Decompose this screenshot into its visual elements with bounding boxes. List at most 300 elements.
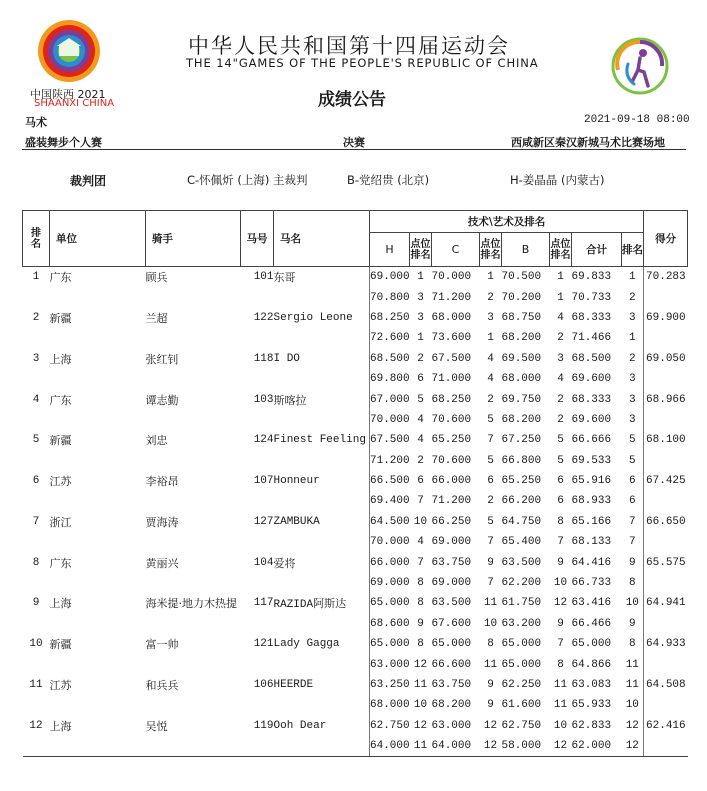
b-score-cell: 65.000 xyxy=(501,658,542,671)
total-rank-cell: 9 xyxy=(628,617,636,630)
total-score-cell: 66.733 xyxy=(571,577,612,590)
b-score-cell: 69.750 xyxy=(501,393,542,406)
b-score-cell: 65.250 xyxy=(501,475,542,488)
horse-number-cell: 127 xyxy=(253,515,274,528)
rank-cell xyxy=(23,451,50,471)
horse-name-cell xyxy=(274,451,370,471)
results-table xyxy=(22,210,688,757)
table-row xyxy=(23,410,688,430)
header-judge-h: H xyxy=(370,233,410,267)
rider-cell xyxy=(146,328,241,348)
c-score-cell: 71.000 xyxy=(431,373,472,386)
unit-cell xyxy=(50,736,146,757)
c-score-cell: 66.600 xyxy=(431,658,472,671)
horse-number-cell xyxy=(241,532,274,552)
horse-name-cell xyxy=(274,736,370,757)
horse-number-cell: 103 xyxy=(253,393,274,406)
horse-number-cell xyxy=(241,614,274,634)
b-score-cell: 63.500 xyxy=(501,556,542,569)
b-score-cell: 63.200 xyxy=(501,617,542,630)
unit-cell xyxy=(50,451,146,471)
unit-cell: 上海 xyxy=(49,352,72,366)
total-rank-cell: 12 xyxy=(625,719,639,732)
horse-number-cell: 106 xyxy=(253,679,274,691)
rider-cell: 黄丽兴 xyxy=(145,556,179,570)
table-row xyxy=(23,430,688,450)
table-row xyxy=(23,491,688,511)
total-rank-cell: 2 xyxy=(628,291,636,304)
h-score-cell: 66.000 xyxy=(370,552,410,572)
unit-cell: 新疆 xyxy=(49,434,72,448)
total-score-cell: 66.666 xyxy=(571,434,612,447)
h-score-cell: 69.000 xyxy=(370,267,410,288)
h-rank-cell: 4 xyxy=(417,536,424,549)
horse-name-cell: 斯喀拉 xyxy=(273,395,307,408)
equestrian-pictogram-icon xyxy=(610,36,670,96)
horse-number-cell xyxy=(241,410,274,430)
total-score-cell: 63.416 xyxy=(571,597,612,610)
header-horse-number: 马号 xyxy=(241,211,274,267)
horse-name-cell: Ooh Dear xyxy=(273,719,327,732)
c-rank-cell: 5 xyxy=(487,413,494,426)
date-time: 2021-09-18 08:00 xyxy=(584,114,690,126)
unit-cell: 浙江 xyxy=(49,515,72,529)
horse-number-cell xyxy=(241,654,274,674)
unit-cell: 新疆 xyxy=(49,311,72,325)
unit-cell: 江苏 xyxy=(49,679,72,692)
table-row xyxy=(23,369,688,389)
horse-name-cell xyxy=(274,573,370,593)
b-rank-cell: 12 xyxy=(550,736,572,757)
c-rank-cell: 5 xyxy=(487,515,494,528)
total-rank-cell: 1 xyxy=(628,271,636,284)
b-score-cell: 70.200 xyxy=(501,291,542,304)
total-rank-cell: 6 xyxy=(628,495,636,508)
rider-cell: 张红钊 xyxy=(145,352,179,366)
table-row xyxy=(23,614,688,634)
table-row xyxy=(23,716,688,736)
h-rank-cell: 3 xyxy=(417,311,424,324)
h-score-cell: 65.000 xyxy=(370,634,410,654)
venue-name: 西咸新区秦汉新城马术比赛场地 xyxy=(511,136,665,149)
total-score-cell: 68.333 xyxy=(571,393,612,406)
rank-cell xyxy=(23,573,50,593)
total-score-cell: 71.466 xyxy=(571,332,612,345)
h-rank-cell: 4 xyxy=(417,413,424,426)
h-score-cell: 68.000 xyxy=(370,695,410,715)
rank-cell xyxy=(23,328,50,348)
rider-cell xyxy=(146,532,241,552)
total-score-cell: 65.000 xyxy=(571,638,612,651)
b-rank-cell: 2 xyxy=(557,413,564,426)
h-rank-cell: 2 xyxy=(417,352,424,365)
horse-number-cell: 117 xyxy=(253,597,274,610)
final-score-cell xyxy=(644,736,688,757)
header-total-rank: 排名 xyxy=(622,233,644,267)
table-row xyxy=(23,267,688,288)
h-score-cell: 72.600 xyxy=(370,328,410,348)
h-rank-cell: 5 xyxy=(417,393,424,406)
header-score-group: 技术\艺术及排名 xyxy=(370,211,644,233)
header-divider xyxy=(22,149,686,150)
header-judge-b: B xyxy=(502,233,550,267)
final-score-cell: 64.941 xyxy=(644,593,688,613)
horse-name-cell xyxy=(274,410,370,430)
total-score-cell: 64.866 xyxy=(571,658,612,671)
c-score-cell: 70.600 xyxy=(431,454,472,467)
rider-cell: 海米提·地力木热提 xyxy=(145,597,237,611)
final-score-cell xyxy=(644,573,688,593)
rank-cell: 3 xyxy=(32,352,40,365)
rider-cell xyxy=(146,287,241,307)
rank-cell xyxy=(23,736,50,757)
total-score-cell: 68.500 xyxy=(571,352,612,365)
total-rank-cell: 11 xyxy=(625,658,639,671)
c-rank-cell: 11 xyxy=(483,597,498,610)
total-rank-cell: 3 xyxy=(628,311,636,324)
final-score-cell xyxy=(644,491,688,511)
b-rank-cell: 11 xyxy=(553,679,568,691)
c-score-cell: 63.750 xyxy=(431,679,472,691)
final-score-cell xyxy=(644,451,688,471)
b-rank-cell: 11 xyxy=(553,699,568,712)
h-rank-cell: 10 xyxy=(413,699,428,712)
b-rank-cell: 2 xyxy=(557,332,564,345)
horse-name-cell: RAZIDA阿斯达 xyxy=(273,599,347,612)
total-rank-cell: 11 xyxy=(625,679,639,691)
h-rank-cell: 7 xyxy=(417,556,424,569)
total-score-cell: 65.933 xyxy=(571,699,612,712)
b-rank-cell: 1 xyxy=(557,271,564,284)
rider-cell xyxy=(146,410,241,430)
h-rank-cell: 12 xyxy=(413,658,428,671)
rank-cell: 2 xyxy=(32,311,40,324)
rank-cell xyxy=(23,287,50,307)
c-rank-cell: 1 xyxy=(487,271,494,284)
c-rank-cell: 5 xyxy=(487,454,494,467)
table-row xyxy=(23,573,688,593)
h-rank-cell: 9 xyxy=(417,617,424,630)
b-rank-cell: 6 xyxy=(557,475,564,488)
table-row xyxy=(23,552,688,572)
total-rank-cell: 2 xyxy=(628,352,636,365)
b-score-cell: 70.500 xyxy=(501,271,542,284)
h-rank-cell: 8 xyxy=(417,638,424,651)
table-row xyxy=(23,451,688,471)
horse-name-cell xyxy=(274,287,370,307)
rider-cell xyxy=(146,695,241,715)
c-rank-cell: 9 xyxy=(487,679,494,691)
h-score-cell: 65.000 xyxy=(370,593,410,613)
b-rank-cell: 3 xyxy=(557,352,564,365)
header-rider: 骑手 xyxy=(146,211,241,267)
b-score-cell: 66.800 xyxy=(501,454,542,467)
b-score-cell: 66.200 xyxy=(501,495,542,508)
c-rank-cell: 3 xyxy=(487,311,494,324)
games-title-english: THE 14"GAMES OF THE PEOPLE'S REPUBLIC OF CHINA xyxy=(186,56,539,70)
c-score-cell: 63.500 xyxy=(431,597,472,610)
horse-name-cell: Honneur xyxy=(273,475,320,488)
h-score-cell: 70.000 xyxy=(370,410,410,430)
total-score-cell: 68.933 xyxy=(571,495,612,508)
b-rank-cell: 10 xyxy=(553,577,568,590)
total-rank-cell: 5 xyxy=(628,454,636,467)
h-rank-cell: 8 xyxy=(417,577,424,590)
unit-cell xyxy=(50,410,146,430)
b-score-cell: 67.250 xyxy=(501,434,542,447)
header-horse-name: 马名 xyxy=(274,211,370,267)
total-score-cell: 69.600 xyxy=(571,373,612,386)
c-rank-cell: 8 xyxy=(487,638,494,651)
c-rank-cell: 10 xyxy=(483,617,498,630)
unit-cell xyxy=(50,614,146,634)
final-score-cell xyxy=(644,654,688,674)
total-rank-cell: 7 xyxy=(628,536,636,549)
b-score-cell: 68.200 xyxy=(501,332,542,345)
total-rank-cell: 6 xyxy=(628,475,636,488)
h-score-cell: 64.000 xyxy=(370,736,410,757)
rider-cell xyxy=(146,736,241,757)
total-score-cell: 63.083 xyxy=(571,679,612,691)
total-rank-cell: 12 xyxy=(622,736,644,757)
rank-cell: 5 xyxy=(32,434,40,447)
horse-name-cell xyxy=(274,695,370,715)
b-score-cell: 58.000 xyxy=(502,736,550,757)
b-score-cell: 69.500 xyxy=(501,352,542,365)
table-row xyxy=(23,593,688,613)
c-rank-cell: 2 xyxy=(487,291,494,304)
horse-number-cell: 107 xyxy=(253,475,274,488)
unit-cell: 广东 xyxy=(49,271,72,285)
c-rank-cell: 6 xyxy=(487,475,494,488)
b-score-cell: 62.200 xyxy=(501,577,542,590)
h-score-cell: 66.500 xyxy=(370,471,410,491)
c-score-cell: 67.500 xyxy=(431,352,472,365)
total-score-cell: 68.133 xyxy=(571,536,612,549)
rank-cell xyxy=(23,695,50,715)
total-rank-cell: 9 xyxy=(628,556,636,569)
c-rank-cell: 2 xyxy=(487,495,494,508)
jury-label: 裁判团 xyxy=(70,174,107,188)
unit-cell: 上海 xyxy=(49,597,72,611)
h-rank-cell: 2 xyxy=(417,454,424,467)
header-b-rank: 点位 排名 xyxy=(550,233,572,267)
horse-number-cell xyxy=(241,491,274,511)
h-rank-cell: 11 xyxy=(410,736,432,757)
c-rank-cell: 4 xyxy=(487,373,494,386)
horse-name-cell xyxy=(274,369,370,389)
horse-name-cell: 东哥 xyxy=(273,273,296,286)
table-row xyxy=(23,328,688,348)
h-score-cell: 70.800 xyxy=(370,287,410,307)
h-score-cell: 71.200 xyxy=(370,451,410,471)
final-score-cell xyxy=(644,287,688,307)
final-score-cell xyxy=(644,410,688,430)
header-unit: 单位 xyxy=(50,211,146,267)
total-score-cell: 65.916 xyxy=(571,475,612,488)
b-rank-cell: 7 xyxy=(557,536,564,549)
rank-cell: 6 xyxy=(32,475,40,488)
c-score-cell: 67.600 xyxy=(431,617,472,630)
horse-number-cell: 104 xyxy=(253,556,274,569)
table-row xyxy=(23,389,688,409)
horse-name-cell: Lady Gagga xyxy=(273,638,340,651)
c-rank-cell: 9 xyxy=(487,699,494,712)
phase-name: 决赛 xyxy=(343,136,365,149)
h-rank-cell: 8 xyxy=(417,597,424,610)
final-score-cell xyxy=(644,532,688,552)
unit-cell xyxy=(50,328,146,348)
rider-cell: 贾海涛 xyxy=(145,515,179,529)
c-score-cell: 71.200 xyxy=(431,291,472,304)
final-score-cell xyxy=(644,369,688,389)
horse-number-cell: 118 xyxy=(253,352,274,365)
rank-cell: 12 xyxy=(29,719,43,732)
b-rank-cell: 5 xyxy=(557,434,564,447)
c-rank-cell: 7 xyxy=(487,434,494,447)
c-rank-cell: 2 xyxy=(487,393,494,406)
unit-cell: 江苏 xyxy=(49,475,72,489)
unit-cell: 广东 xyxy=(49,556,72,570)
final-score-cell: 70.283 xyxy=(644,267,688,288)
h-score-cell: 62.750 xyxy=(370,716,410,736)
rank-cell xyxy=(23,654,50,674)
horse-name-cell: I DO xyxy=(273,352,300,365)
c-score-cell: 65.000 xyxy=(431,638,472,651)
games-title-chinese: 中华人民共和国第十四届运动会 xyxy=(188,34,510,58)
h-rank-cell: 6 xyxy=(417,475,424,488)
b-rank-cell: 4 xyxy=(557,311,564,324)
unit-cell xyxy=(50,573,146,593)
rank-cell: 9 xyxy=(32,597,40,610)
total-rank-cell: 3 xyxy=(628,373,636,386)
rank-cell: 4 xyxy=(32,393,40,406)
final-score-cell: 69.900 xyxy=(644,308,688,328)
rider-cell xyxy=(146,491,241,511)
final-score-cell xyxy=(644,695,688,715)
h-rank-cell: 11 xyxy=(413,679,428,691)
c-score-cell: 63.750 xyxy=(431,556,472,569)
horse-name-cell xyxy=(274,328,370,348)
c-score-cell: 68.200 xyxy=(431,699,472,712)
final-score-cell: 62.416 xyxy=(644,716,688,736)
c-rank-cell: 7 xyxy=(487,536,494,549)
table-row xyxy=(23,349,688,369)
unit-cell xyxy=(50,369,146,389)
horse-number-cell: 124 xyxy=(253,434,274,447)
total-score-cell: 69.533 xyxy=(571,454,612,467)
c-rank-cell: 9 xyxy=(487,556,494,569)
total-rank-cell: 8 xyxy=(628,577,636,590)
header-total: 合计 xyxy=(572,233,622,267)
horse-number-cell: 101 xyxy=(253,271,274,284)
h-rank-cell: 1 xyxy=(417,271,424,284)
h-score-cell: 63.000 xyxy=(370,654,410,674)
table-row xyxy=(23,695,688,715)
c-score-cell: 70.600 xyxy=(431,413,472,426)
b-rank-cell: 9 xyxy=(557,556,564,569)
c-rank-cell: 4 xyxy=(487,352,494,365)
rider-cell xyxy=(146,451,241,471)
b-rank-cell: 10 xyxy=(553,719,568,732)
rider-cell xyxy=(146,573,241,593)
b-score-cell: 65.000 xyxy=(501,638,542,651)
rider-cell: 刘忠 xyxy=(145,434,168,448)
h-score-cell: 63.250 xyxy=(370,675,410,695)
unit-cell xyxy=(50,654,146,674)
rank-cell: 11 xyxy=(29,679,43,691)
rider-cell: 兰超 xyxy=(145,311,168,325)
unit-cell: 广东 xyxy=(49,393,72,407)
b-score-cell: 68.200 xyxy=(501,413,542,426)
b-score-cell: 68.750 xyxy=(501,311,542,324)
horse-number-cell xyxy=(241,328,274,348)
event-name: 盛装舞步个人赛 xyxy=(25,136,102,149)
horse-name-cell xyxy=(274,654,370,674)
b-rank-cell: 1 xyxy=(557,291,564,304)
table-row xyxy=(23,654,688,674)
horse-name-cell: 爱将 xyxy=(273,558,296,571)
b-rank-cell: 5 xyxy=(557,454,564,467)
horse-name-cell xyxy=(274,532,370,552)
b-score-cell: 68.000 xyxy=(501,373,542,386)
judge-h: H-姜晶晶 (内蒙古) xyxy=(510,173,605,187)
logo-caption-line2: SHAANXI CHINA xyxy=(34,98,115,109)
final-score-cell: 68.100 xyxy=(644,430,688,450)
rider-cell: 和兵兵 xyxy=(145,679,179,692)
b-rank-cell: 4 xyxy=(557,373,564,386)
unit-cell xyxy=(50,695,146,715)
c-score-cell: 71.200 xyxy=(431,495,472,508)
header-h-rank: 点位 排名 xyxy=(410,233,432,267)
unit-cell xyxy=(50,491,146,511)
c-score-cell: 69.000 xyxy=(431,536,472,549)
judge-c: C-怀佩炘 (上海) 主裁判 xyxy=(187,173,308,187)
table-row xyxy=(23,512,688,532)
total-score-cell: 65.166 xyxy=(571,515,612,528)
rider-cell xyxy=(146,654,241,674)
unit-cell: 上海 xyxy=(49,719,72,733)
horse-name-cell xyxy=(274,491,370,511)
total-rank-cell: 8 xyxy=(628,638,636,651)
header-judge-c: C xyxy=(432,233,480,267)
h-score-cell: 69.400 xyxy=(370,491,410,511)
rider-cell: 富一帅 xyxy=(145,638,179,652)
total-rank-cell: 3 xyxy=(628,393,636,406)
rank-cell xyxy=(23,369,50,389)
table-row xyxy=(23,308,688,328)
horse-name-cell: Finest Feeling xyxy=(273,434,366,447)
total-score-cell: 68.333 xyxy=(571,311,612,324)
total-rank-cell: 7 xyxy=(628,515,636,528)
c-score-cell: 64.000 xyxy=(432,736,480,757)
c-score-cell: 63.000 xyxy=(431,719,472,732)
table-row xyxy=(23,532,688,552)
final-score-cell: 68.966 xyxy=(644,389,688,409)
horse-number-cell xyxy=(241,451,274,471)
rank-cell: 1 xyxy=(32,271,40,284)
final-score-cell: 67.425 xyxy=(644,471,688,491)
rank-cell: 7 xyxy=(32,515,40,528)
total-score-cell: 66.466 xyxy=(571,617,612,630)
total-rank-cell: 1 xyxy=(628,332,636,345)
rider-cell xyxy=(146,614,241,634)
total-score-cell: 70.733 xyxy=(571,291,612,304)
h-rank-cell: 10 xyxy=(413,515,428,528)
c-rank-cell: 11 xyxy=(483,658,498,671)
horse-number-cell xyxy=(241,369,274,389)
total-score-cell: 69.833 xyxy=(571,271,612,284)
